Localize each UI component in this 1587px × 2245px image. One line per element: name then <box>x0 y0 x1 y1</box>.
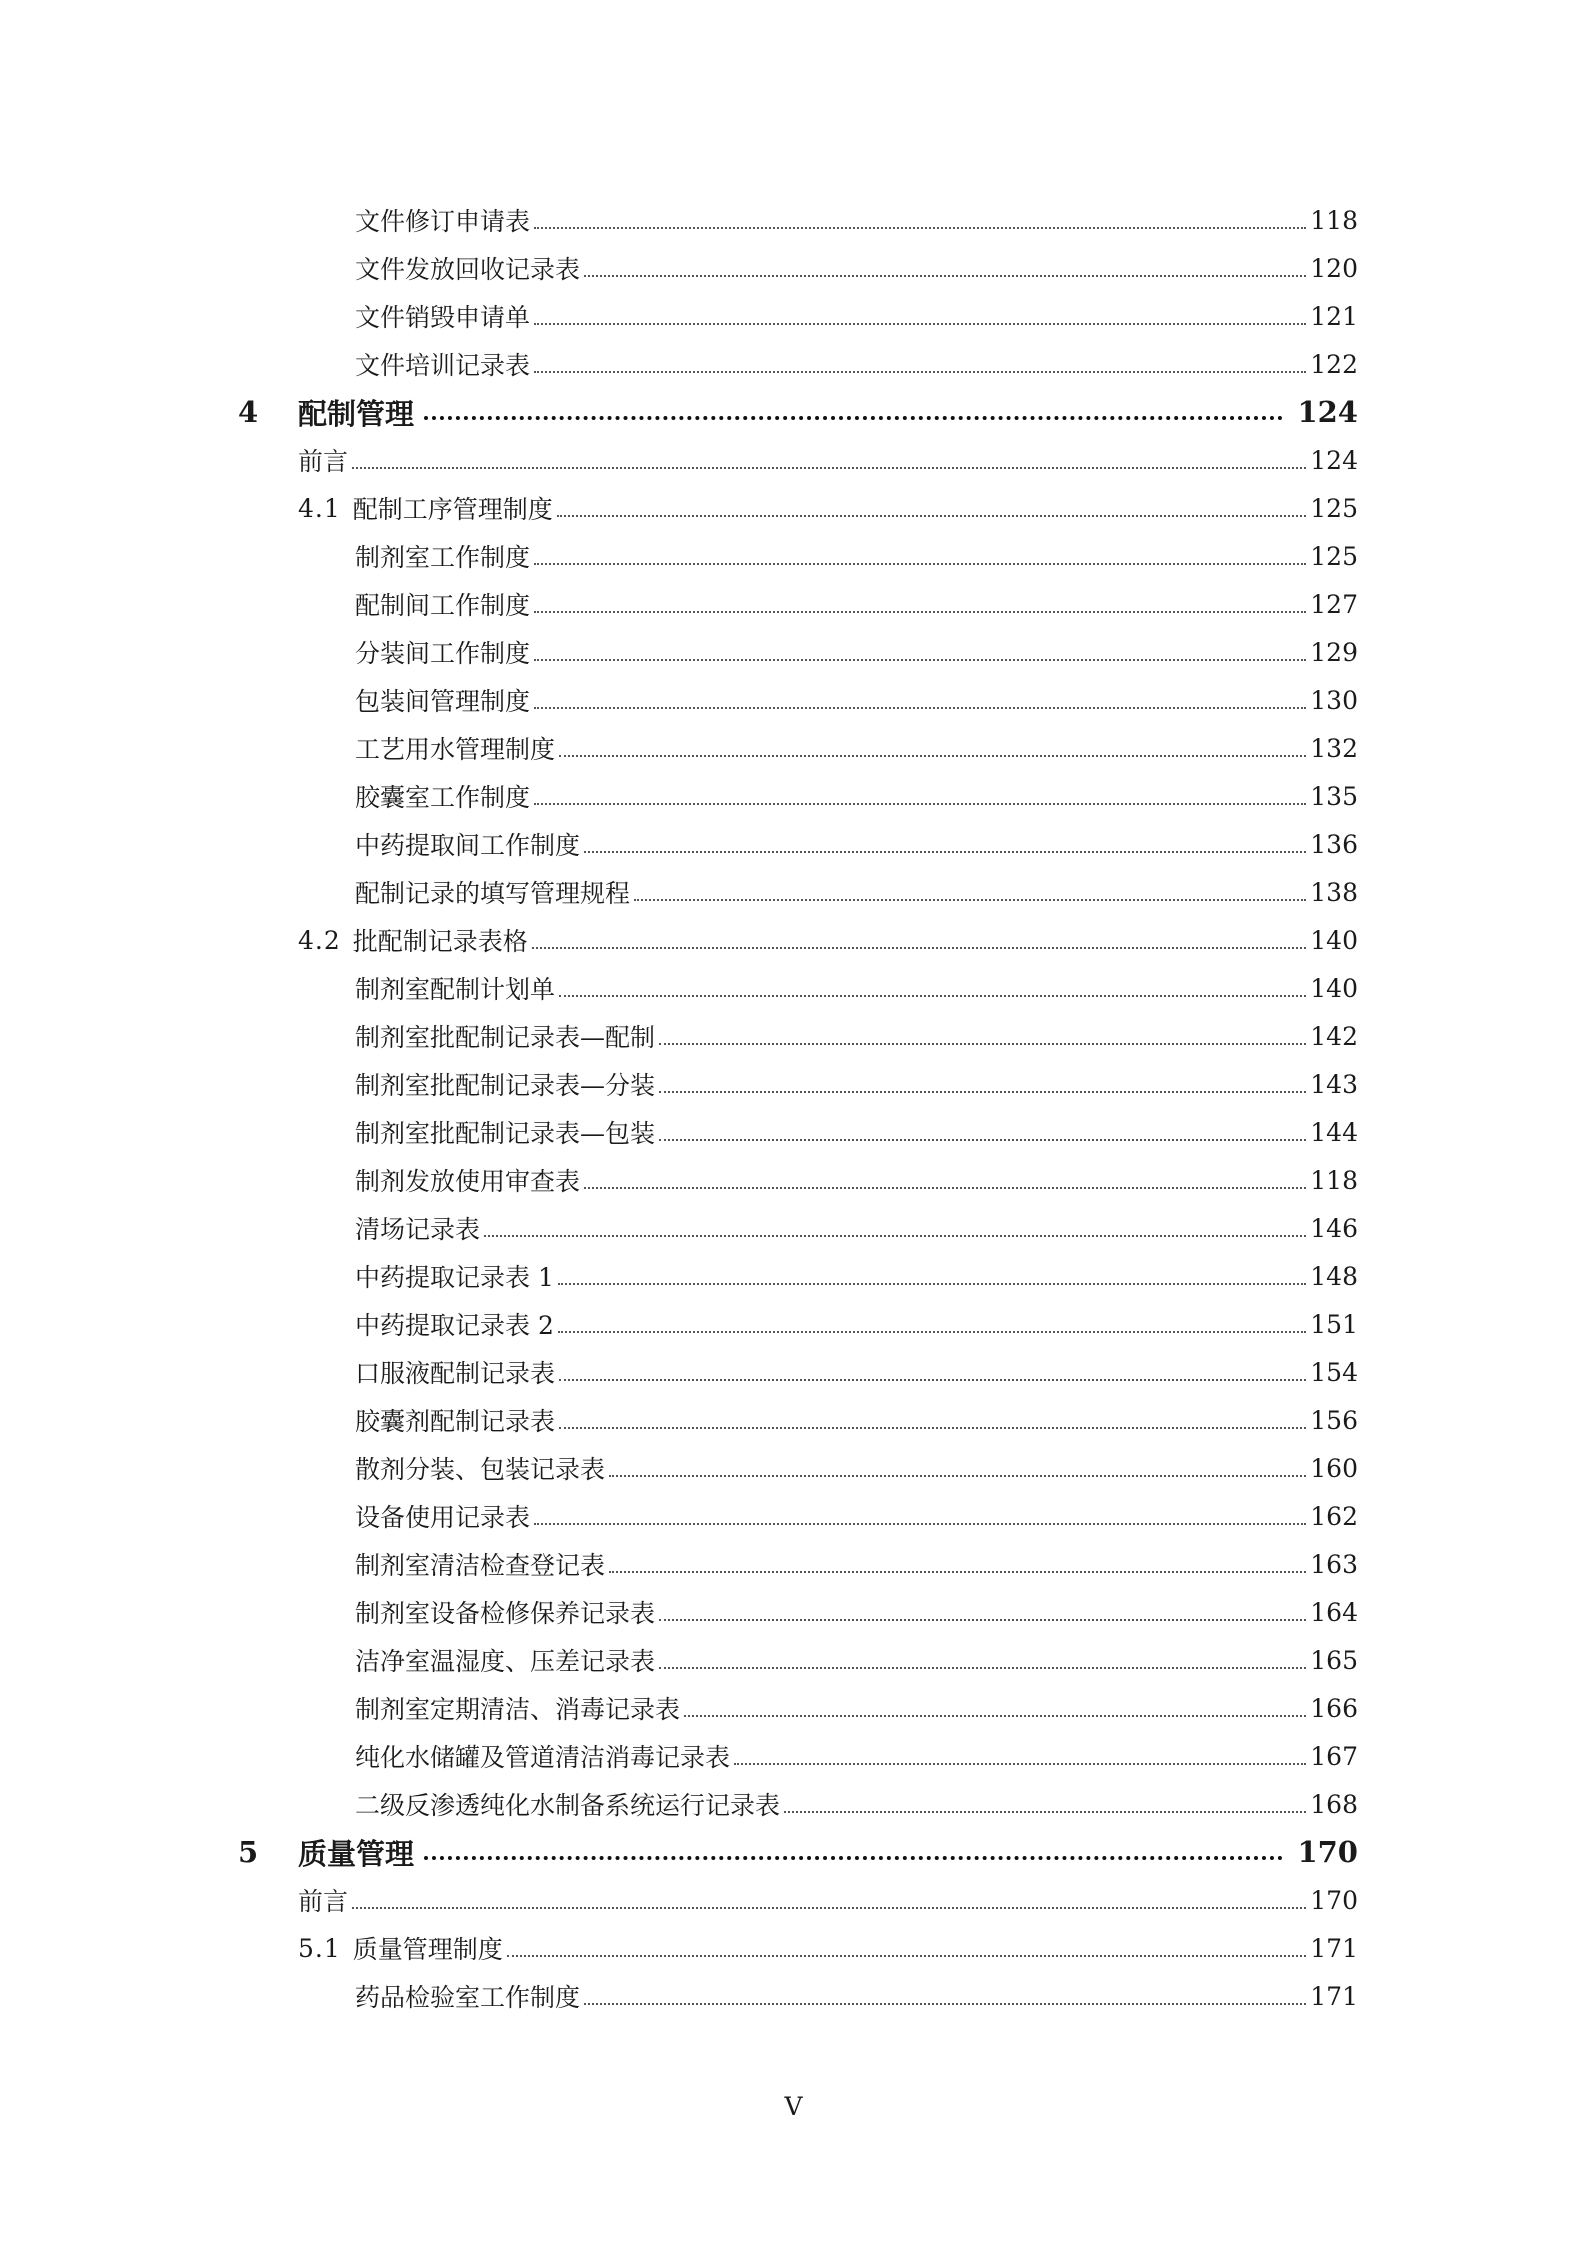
toc-section-entry[interactable] <box>238 436 1358 484</box>
toc-subsection-entry[interactable] <box>238 1636 1358 1684</box>
toc-subsection-entry[interactable] <box>238 964 1358 1012</box>
toc-page-number: 130 <box>1310 685 1358 715</box>
toc-page-number: 156 <box>1310 1405 1358 1435</box>
toc-page-number: 138 <box>1310 877 1358 907</box>
toc-entry-title: 制剂室批配制记录表—配制 <box>355 1023 656 1052</box>
toc-entry-title: 质量管理 <box>298 1836 415 1871</box>
toc-entry-title: 配制管理 <box>298 396 415 431</box>
toc-dot-leader <box>659 1138 1306 1141</box>
toc-section-number: 4.2 <box>298 925 341 955</box>
toc-entry-title: 中药提取记录表 1 <box>355 1263 554 1292</box>
toc-page-number: 142 <box>1310 1021 1358 1051</box>
toc-entry-title: 中药提取记录表 2 <box>355 1311 554 1340</box>
toc-entry-title: 清场记录表 <box>355 1215 481 1244</box>
toc-subsection-entry[interactable] <box>238 532 1358 580</box>
toc-dot-leader <box>659 1666 1306 1669</box>
toc-dot-leader <box>534 802 1306 805</box>
toc-subsection-entry[interactable] <box>238 196 1358 244</box>
toc-section-entry[interactable] <box>238 916 1358 964</box>
toc-entry-title: 文件培训记录表 <box>355 351 531 380</box>
toc-entry-title: 制剂发放使用审查表 <box>355 1167 581 1196</box>
toc-chapter-entry[interactable] <box>238 1828 1358 1876</box>
toc-page-number: 121 <box>1310 301 1358 331</box>
toc-entry-title: 洁净室温湿度、压差记录表 <box>355 1647 656 1676</box>
toc-page-number: 127 <box>1310 589 1358 619</box>
toc-dot-leader <box>609 1474 1306 1477</box>
toc-subsection-entry[interactable] <box>238 1108 1358 1156</box>
toc-entry-title: 制剂室配制计划单 <box>355 975 556 1004</box>
toc-page-number: 170 <box>1310 1885 1358 1915</box>
toc-dot-leader <box>634 898 1306 901</box>
toc-section-number: 5.1 <box>298 1933 341 1963</box>
toc-section-entry[interactable] <box>238 1924 1358 1972</box>
toc-entry-title: 中药提取间工作制度 <box>355 831 581 860</box>
toc-subsection-entry[interactable] <box>238 1012 1358 1060</box>
toc-entry-title: 文件发放回收记录表 <box>355 255 581 284</box>
toc-subsection-entry[interactable] <box>238 244 1358 292</box>
toc-page-number: 146 <box>1310 1213 1358 1243</box>
toc-subsection-entry[interactable] <box>238 1252 1358 1300</box>
toc-dot-leader <box>559 754 1306 757</box>
toc-dot-leader <box>352 1906 1306 1909</box>
toc-dot-leader <box>557 514 1307 517</box>
toc-entry-title: 前言 <box>298 447 349 476</box>
toc-page-number: 171 <box>1310 1933 1358 1963</box>
toc-page-number: 129 <box>1310 637 1358 667</box>
toc-entry-title: 配制工序管理制度 <box>352 495 553 524</box>
toc-subsection-entry[interactable] <box>238 868 1358 916</box>
toc-dot-leader <box>534 658 1306 661</box>
toc-page-number: 170 <box>1297 1835 1358 1869</box>
toc-entry-title: 散剂分装、包装记录表 <box>355 1455 606 1484</box>
toc-dot-leader <box>558 1330 1306 1333</box>
toc-page-number: 136 <box>1310 829 1358 859</box>
toc-subsection-entry[interactable] <box>238 1972 1358 2020</box>
toc-page-number: 140 <box>1310 925 1358 955</box>
toc-subsection-entry[interactable] <box>238 1156 1358 1204</box>
toc-subsection-entry[interactable] <box>238 1396 1358 1444</box>
toc-entry-title: 药品检验室工作制度 <box>355 1983 581 2012</box>
toc-page-number: 144 <box>1310 1117 1358 1147</box>
toc-subsection-entry[interactable] <box>238 1732 1358 1780</box>
toc-subsection-entry[interactable] <box>238 1540 1358 1588</box>
toc-section-number: 4.1 <box>298 493 341 523</box>
toc-subsection-entry[interactable] <box>238 820 1358 868</box>
toc-page-number: 118 <box>1310 205 1358 235</box>
toc-dot-leader <box>784 1810 1306 1813</box>
toc-subsection-entry[interactable] <box>238 1444 1358 1492</box>
toc-page-number: 120 <box>1310 253 1358 283</box>
toc-subsection-entry[interactable] <box>238 1204 1358 1252</box>
toc-page-number: 163 <box>1310 1549 1358 1579</box>
toc-dot-leader <box>659 1090 1306 1093</box>
toc-page-number: 122 <box>1310 349 1358 379</box>
toc-dot-leader <box>534 226 1306 229</box>
toc-entry-title: 胶囊室工作制度 <box>355 783 531 812</box>
toc-entry-title: 制剂室定期清洁、消毒记录表 <box>355 1695 681 1724</box>
toc-dot-leader <box>507 1954 1307 1957</box>
toc-entry-title: 制剂室批配制记录表—包装 <box>355 1119 656 1148</box>
toc-page-number: 135 <box>1310 781 1358 811</box>
table-of-contents <box>238 196 1358 2020</box>
toc-entry-title: 质量管理制度 <box>352 1935 503 1964</box>
toc-subsection-entry[interactable] <box>238 1684 1358 1732</box>
toc-dot-leader <box>534 610 1306 613</box>
toc-page-number: 164 <box>1310 1597 1358 1627</box>
toc-page-number: 162 <box>1310 1501 1358 1531</box>
toc-page-number: 132 <box>1310 733 1358 763</box>
toc-subsection-entry[interactable] <box>238 1300 1358 1348</box>
toc-page-number: 124 <box>1310 445 1358 475</box>
toc-entry-title: 批配制记录表格 <box>352 927 528 956</box>
toc-section-entry[interactable] <box>238 1876 1358 1924</box>
toc-page-number: 118 <box>1310 1165 1358 1195</box>
toc-dot-leader <box>534 562 1306 565</box>
toc-dot-leader <box>424 1855 1283 1860</box>
toc-dot-leader <box>352 466 1306 469</box>
toc-page-number: 168 <box>1310 1789 1358 1819</box>
toc-dot-leader <box>609 1570 1306 1573</box>
toc-dot-leader <box>424 415 1283 420</box>
toc-entry-title: 制剂室工作制度 <box>355 543 531 572</box>
toc-dot-leader <box>734 1762 1306 1765</box>
toc-dot-leader <box>532 946 1307 949</box>
toc-entry-title: 配制记录的填写管理规程 <box>355 879 631 908</box>
toc-subsection-entry[interactable] <box>238 724 1358 772</box>
toc-dot-leader <box>584 850 1306 853</box>
toc-dot-leader <box>534 370 1306 373</box>
toc-dot-leader <box>584 2002 1306 2005</box>
toc-entry-title: 包装间管理制度 <box>355 687 531 716</box>
toc-dot-leader <box>684 1714 1306 1717</box>
toc-chapter-number: 4 <box>238 395 259 429</box>
toc-page-number: 171 <box>1310 1981 1358 2011</box>
toc-subsection-entry[interactable] <box>238 676 1358 724</box>
toc-entry-title: 文件销毁申请单 <box>355 303 531 332</box>
toc-entry-title: 前言 <box>298 1887 349 1916</box>
toc-dot-leader <box>559 1426 1306 1429</box>
toc-page-number: 166 <box>1310 1693 1358 1723</box>
page-number-footer: V <box>784 2092 803 2121</box>
toc-entry-title: 设备使用记录表 <box>355 1503 531 1532</box>
toc-page-number: 165 <box>1310 1645 1358 1675</box>
toc-page-number: 125 <box>1310 493 1358 523</box>
toc-dot-leader <box>558 1282 1306 1285</box>
toc-dot-leader <box>534 1522 1306 1525</box>
toc-subsection-entry[interactable] <box>238 292 1358 340</box>
toc-dot-leader <box>484 1234 1306 1237</box>
toc-page-number: 125 <box>1310 541 1358 571</box>
toc-dot-leader <box>584 1186 1306 1189</box>
toc-page-number: 143 <box>1310 1069 1358 1099</box>
toc-entry-title: 胶囊剂配制记录表 <box>355 1407 556 1436</box>
toc-subsection-entry[interactable] <box>238 1348 1358 1396</box>
toc-subsection-entry[interactable] <box>238 1060 1358 1108</box>
toc-entry-title: 口服液配制记录表 <box>355 1359 556 1388</box>
toc-subsection-entry[interactable] <box>238 1492 1358 1540</box>
toc-dot-leader <box>584 274 1306 277</box>
toc-entry-title: 文件修订申请表 <box>355 207 531 236</box>
toc-dot-leader <box>559 994 1306 997</box>
toc-page-number: 140 <box>1310 973 1358 1003</box>
toc-subsection-entry[interactable] <box>238 628 1358 676</box>
toc-dot-leader <box>659 1618 1306 1621</box>
toc-entry-title: 制剂室清洁检查登记表 <box>355 1551 606 1580</box>
toc-subsection-entry[interactable] <box>238 1780 1358 1828</box>
toc-subsection-entry[interactable] <box>238 1588 1358 1636</box>
toc-section-entry[interactable] <box>238 484 1358 532</box>
toc-subsection-entry[interactable] <box>238 340 1358 388</box>
toc-subsection-entry[interactable] <box>238 580 1358 628</box>
toc-entry-title: 制剂室批配制记录表—分装 <box>355 1071 656 1100</box>
toc-dot-leader <box>659 1042 1306 1045</box>
toc-entry-title: 二级反渗透纯化水制备系统运行记录表 <box>355 1791 781 1820</box>
toc-entry-title: 纯化水储罐及管道清洁消毒记录表 <box>355 1743 731 1772</box>
toc-dot-leader <box>534 322 1306 325</box>
toc-chapter-entry[interactable] <box>238 388 1358 436</box>
toc-entry-title: 制剂室设备检修保养记录表 <box>355 1599 656 1628</box>
toc-page-number: 160 <box>1310 1453 1358 1483</box>
toc-subsection-entry[interactable] <box>238 772 1358 820</box>
toc-page-number: 148 <box>1310 1261 1358 1291</box>
toc-page-number: 124 <box>1297 395 1358 429</box>
toc-dot-leader <box>534 706 1306 709</box>
toc-entry-title: 工艺用水管理制度 <box>355 735 556 764</box>
toc-dot-leader <box>559 1378 1306 1381</box>
toc-page-number: 151 <box>1310 1309 1358 1339</box>
toc-chapter-number: 5 <box>238 1835 259 1869</box>
toc-entry-title: 分装间工作制度 <box>355 639 531 668</box>
toc-page-number: 167 <box>1310 1741 1358 1771</box>
toc-page-number: 154 <box>1310 1357 1358 1387</box>
toc-entry-title: 配制间工作制度 <box>355 591 531 620</box>
